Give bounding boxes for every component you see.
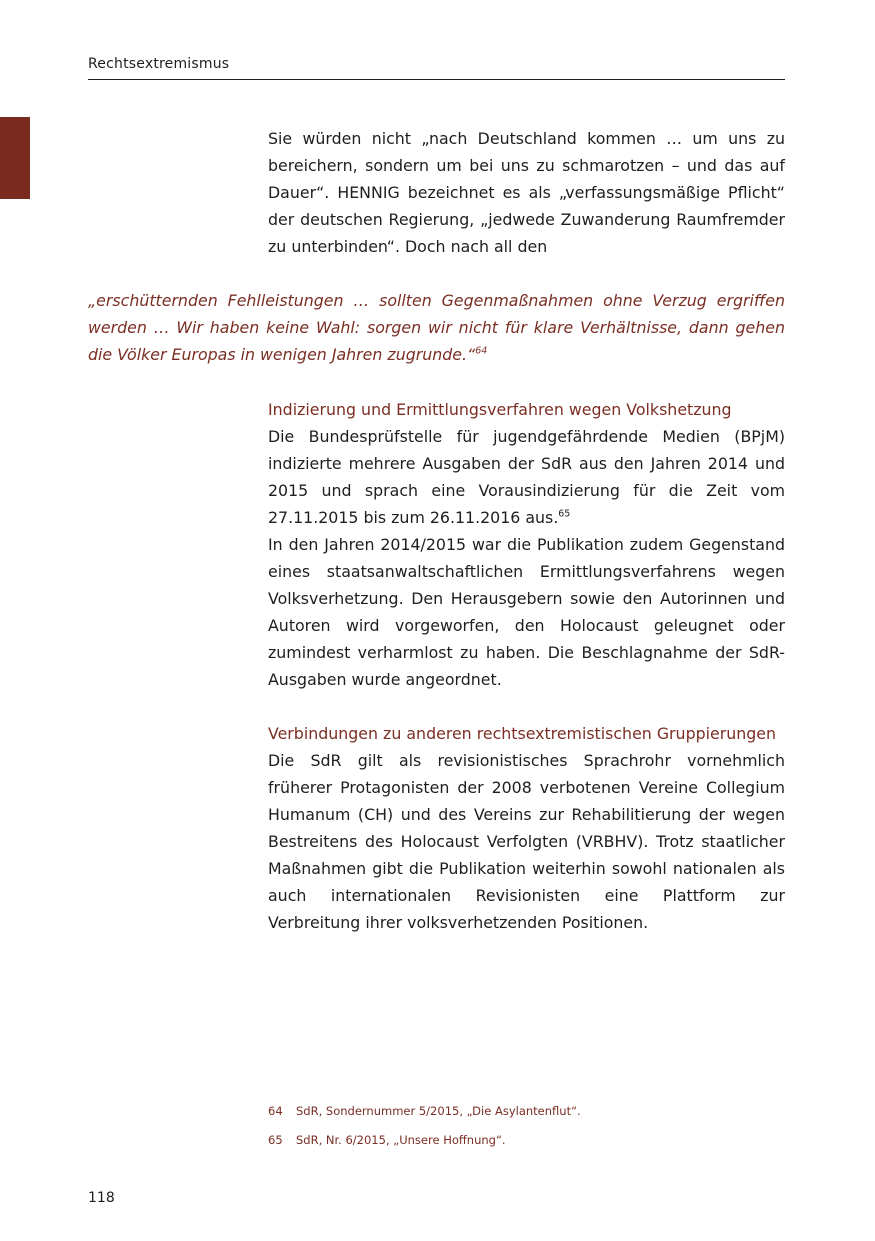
footnote-text: SdR, Nr. 6/2015, „Unsere Hoffnung“. xyxy=(296,1133,506,1147)
footnote-number: 65 xyxy=(268,1133,283,1147)
footnote xyxy=(268,1132,785,1149)
quote-footnote-ref: 64 xyxy=(475,345,488,357)
section-heading: Verbindungen zu anderen rechtsextremistischen Gruppierungen xyxy=(268,724,777,743)
footnotes xyxy=(268,1103,785,1161)
section-paragraph-text: Die Bundesprüfstelle für jugendgefährdende Medien (BPjM) indizierte mehrere Ausgaben der SdR aus den Jahren 2014 und 2015 und sprach eine Vorausindizierung für die Zeit vom 27.11.2015 bis zum 26.11.2016 aus. xyxy=(268,427,785,527)
intro-paragraph xyxy=(268,125,785,260)
footnote xyxy=(268,1103,785,1120)
section-paragraph: In den Jahren 2014/2015 war die Publikation zudem Gegenstand eines staatsanwaltschaftlichen Ermittlungsverfahrens wegen Volksverhetzung. Den Herausgebern sowie den Autorinnen und Autoren wird vorgeworfen, den Holocaust geleugnet oder zumindest verharmlost zu haben. Die Beschlagnahme der SdR-Ausgaben wurde angeordnet. xyxy=(268,535,785,689)
block-quote xyxy=(88,287,785,368)
page-number: 118 xyxy=(88,1190,115,1206)
footnote-number: 64 xyxy=(268,1104,283,1118)
intro-paragraph-text: Sie würden nicht „nach Deutschland kommen … um uns zu bereichern, sondern um bei uns zu schmarotzen – und das auf Dauer“. HENNIG bezeichnet es als „verfassungsmäßige Pflicht“ der deutschen Regierung, „jedwede Zuwanderung Raumfremder zu unterbinden“. Doch nach all den xyxy=(268,129,785,256)
section-heading: Indizierung und Ermittlungsverfahren wegen Volkshetzung xyxy=(268,400,732,419)
section-verbindungen xyxy=(268,720,785,936)
section-paragraph: Die SdR gilt als revisionistisches Sprachrohr vornehmlich früherer Protagonisten der 2008 verbotenen Vereine Collegium Humanum (CH) und des Vereins zur Rehabilitierung der wegen Bestreitens des Holocaust Verfolgten (VRBHV). Trotz staatlicher Maßnahmen gibt die Publikation weiterhin sowohl nationalen als auch internationalen Revisionisten eine Plattform zur Verbreitung ihrer volksverhetzenden Positionen. xyxy=(268,751,785,932)
paragraph-footnote-ref: 65 xyxy=(558,508,571,520)
section-paragraph xyxy=(268,423,785,531)
running-header-title: Rechtsextremismus xyxy=(88,56,230,72)
chapter-side-tab xyxy=(0,117,30,199)
section-indizierung xyxy=(268,396,785,693)
quote-text: „erschütternden Fehlleistungen … sollten Gegenmaßnahmen ohne Verzug ergriffen werden … Wir haben keine Wahl: sorgen wir nicht für klare Verhältnisse, dann gehen die Völker Europas in wenigen Jahren zugrunde.“ xyxy=(88,291,785,364)
header-rule xyxy=(88,79,785,80)
footnote-text: SdR, Sondernummer 5/2015, „Die Asylantenflut“. xyxy=(296,1104,581,1118)
